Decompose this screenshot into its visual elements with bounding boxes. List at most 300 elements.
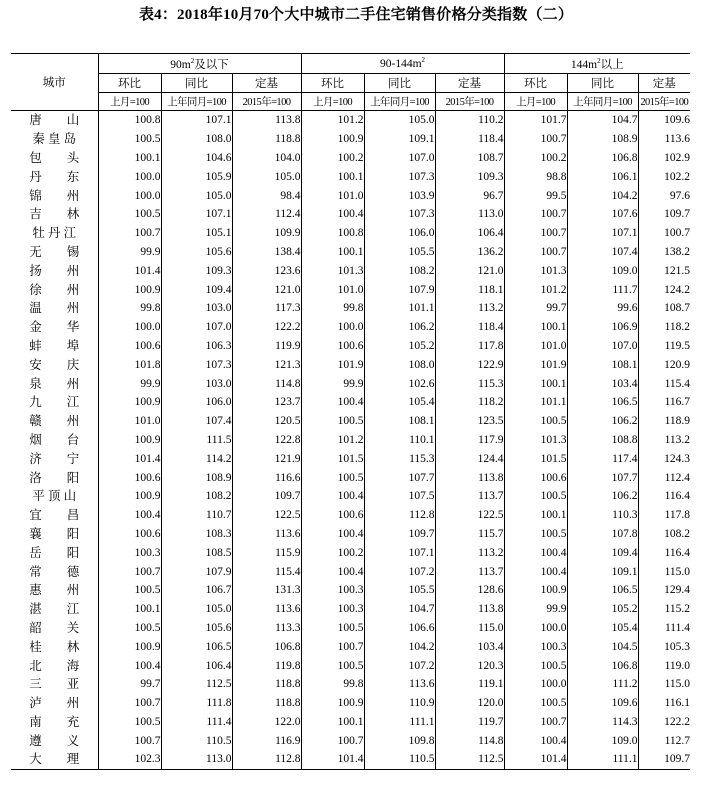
group-header-medium: $90-144m^2$ bbox=[301, 54, 504, 74]
value-cell: 112.4 bbox=[664, 471, 691, 484]
value-cell: 100.9 bbox=[301, 694, 364, 713]
value-cell: 110.9 bbox=[364, 694, 435, 713]
value-cell: 103.4 bbox=[567, 374, 638, 393]
city-cell: 唐 山 bbox=[11, 111, 98, 130]
value-cell: 98.8 bbox=[504, 167, 567, 186]
value-cell: 100.9 bbox=[98, 487, 161, 506]
value-cell: 104.7 bbox=[364, 600, 435, 619]
city-cell: 锦 州 bbox=[11, 186, 98, 205]
city-cell: 常 德 bbox=[11, 562, 98, 581]
value-cell: 107.0 bbox=[364, 149, 435, 168]
value-cell: 118.4 bbox=[435, 318, 504, 337]
city-cell: 北 海 bbox=[11, 656, 98, 675]
table-row bbox=[11, 130, 690, 149]
value-cell: 100.9 bbox=[98, 431, 161, 450]
value-cell: 105.5 bbox=[364, 243, 435, 262]
value-cell: 101.0 bbox=[301, 186, 364, 205]
value-cell: 107.6 bbox=[567, 205, 638, 224]
value-cell: 109.7 bbox=[232, 487, 301, 506]
value-cell: 103.9 bbox=[364, 186, 435, 205]
value-cell: 108.9 bbox=[161, 468, 232, 487]
sub-header-row bbox=[11, 74, 690, 93]
value-cell: 106.6 bbox=[364, 619, 435, 638]
city-cell: 包 头 bbox=[11, 149, 98, 168]
value-cell: 100.1 bbox=[504, 374, 567, 393]
value-cell: 105.1 bbox=[161, 224, 232, 243]
value-cell: 107.4 bbox=[567, 243, 638, 262]
value-cell: 106.4 bbox=[161, 656, 232, 675]
value-cell: 107.1 bbox=[567, 224, 638, 243]
value-cell: 113.6 bbox=[232, 600, 301, 619]
value-cell: 100.5 bbox=[98, 619, 161, 638]
value-cell: 105.6 bbox=[161, 243, 232, 262]
table-row bbox=[11, 449, 690, 468]
city-cell: 大 理 bbox=[11, 750, 98, 769]
value-cell: 101.9 bbox=[504, 355, 567, 374]
value-cell: 109.7 bbox=[364, 525, 435, 544]
value-cell: 113.7 bbox=[435, 487, 504, 506]
table-row bbox=[11, 581, 690, 600]
value-cell: 100.5 bbox=[301, 412, 364, 431]
value-cell: 105.3 bbox=[664, 640, 691, 653]
value-cell: 116.4 bbox=[664, 490, 691, 503]
price-index-table bbox=[11, 54, 690, 770]
value-cell: 119.0 bbox=[664, 659, 691, 672]
value-cell: 101.1 bbox=[364, 299, 435, 318]
value-cell: 116.4 bbox=[664, 546, 691, 559]
value-cell: 108.1 bbox=[364, 412, 435, 431]
value-cell: 100.1 bbox=[98, 600, 161, 619]
table-row bbox=[11, 374, 690, 393]
value-cell: 100.9 bbox=[98, 637, 161, 656]
value-cell: 100.3 bbox=[504, 637, 567, 656]
base-header-1-1: 上年同月=100 bbox=[364, 93, 435, 111]
value-cell: 113.6 bbox=[664, 133, 691, 146]
base-header-row bbox=[11, 93, 690, 111]
value-cell: 100.1 bbox=[301, 713, 364, 732]
base-header-0-0: 上月=100 bbox=[98, 93, 161, 111]
value-cell: 99.9 bbox=[504, 600, 567, 619]
value-cell: 121.0 bbox=[232, 280, 301, 299]
table-row bbox=[11, 355, 690, 374]
value-cell: 100.7 bbox=[98, 694, 161, 713]
value-cell: 100.8 bbox=[301, 224, 364, 243]
value-cell: 108.0 bbox=[364, 355, 435, 374]
value-cell: 107.1 bbox=[364, 543, 435, 562]
value-cell: 108.9 bbox=[567, 130, 638, 149]
value-cell: 100.7 bbox=[504, 713, 567, 732]
value-cell: 101.3 bbox=[504, 431, 567, 450]
value-cell: 117.8 bbox=[664, 509, 691, 522]
value-cell: 100.5 bbox=[504, 694, 567, 713]
value-cell: 121.3 bbox=[232, 355, 301, 374]
value-cell: 104.6 bbox=[161, 149, 232, 168]
value-cell: 101.7 bbox=[504, 111, 567, 130]
value-cell: 113.6 bbox=[364, 675, 435, 694]
value-cell: 109.8 bbox=[364, 731, 435, 750]
value-cell: 111.4 bbox=[664, 621, 691, 634]
table-row bbox=[11, 111, 690, 130]
sub-header-1-1: 同比 bbox=[364, 74, 435, 93]
city-cell: 惠 州 bbox=[11, 581, 98, 600]
value-cell: 120.5 bbox=[232, 412, 301, 431]
value-cell: 115.3 bbox=[364, 449, 435, 468]
value-cell: 105.9 bbox=[161, 167, 232, 186]
value-cell: 105.5 bbox=[364, 581, 435, 600]
table-row bbox=[11, 525, 690, 544]
table-row bbox=[11, 562, 690, 581]
value-cell: 108.7 bbox=[664, 302, 691, 315]
value-cell: 100.0 bbox=[98, 186, 161, 205]
table-row bbox=[11, 337, 690, 356]
city-cell: 桂 林 bbox=[11, 637, 98, 656]
value-cell: 105.2 bbox=[567, 600, 638, 619]
value-cell: 103.0 bbox=[161, 374, 232, 393]
city-column-header: 城市 bbox=[11, 54, 98, 111]
value-cell: 108.0 bbox=[161, 130, 232, 149]
value-cell: 108.5 bbox=[161, 543, 232, 562]
value-cell: 115.4 bbox=[232, 562, 301, 581]
value-cell: 101.4 bbox=[301, 750, 364, 769]
value-cell: 119.7 bbox=[435, 713, 504, 732]
value-cell: 100.5 bbox=[504, 525, 567, 544]
value-cell: 100.4 bbox=[98, 656, 161, 675]
city-cell: 秦 皇 岛 bbox=[11, 130, 98, 149]
city-cell: 烟 台 bbox=[11, 431, 98, 450]
page-title: 表4：2018年10月70个大中城市二手住宅销售价格分类指数（二） bbox=[138, 7, 574, 23]
value-cell: 104.2 bbox=[567, 186, 638, 205]
value-cell: 122.2 bbox=[232, 318, 301, 337]
table-row bbox=[11, 713, 690, 732]
value-cell: 101.1 bbox=[504, 393, 567, 412]
value-cell: 100.5 bbox=[301, 619, 364, 638]
value-cell: 107.3 bbox=[364, 167, 435, 186]
value-cell: 109.6 bbox=[567, 694, 638, 713]
value-cell: 111.8 bbox=[161, 694, 232, 713]
value-cell: 110.5 bbox=[161, 731, 232, 750]
table-row bbox=[11, 468, 690, 487]
value-cell: 138.4 bbox=[232, 243, 301, 262]
value-cell: 122.5 bbox=[232, 506, 301, 525]
city-cell: 韶 关 bbox=[11, 619, 98, 638]
value-cell: 109.4 bbox=[161, 280, 232, 299]
value-cell: 101.5 bbox=[504, 449, 567, 468]
value-cell: 124.3 bbox=[664, 452, 691, 465]
value-cell: 123.7 bbox=[232, 393, 301, 412]
value-cell: 100.4 bbox=[301, 525, 364, 544]
value-cell: 113.2 bbox=[435, 299, 504, 318]
sub-header-0-1: 同比 bbox=[161, 74, 232, 93]
value-cell: 100.4 bbox=[301, 562, 364, 581]
value-cell: 124.4 bbox=[435, 449, 504, 468]
value-cell: 111.1 bbox=[364, 713, 435, 732]
table-row bbox=[11, 637, 690, 656]
value-cell: 99.7 bbox=[98, 675, 161, 694]
value-cell: 100.4 bbox=[504, 562, 567, 581]
value-cell: 100.4 bbox=[301, 487, 364, 506]
value-cell: 114.8 bbox=[435, 731, 504, 750]
table-row bbox=[11, 543, 690, 562]
city-cell: 襄 阳 bbox=[11, 525, 98, 544]
value-cell: 100.4 bbox=[504, 731, 567, 750]
table-row bbox=[11, 506, 690, 525]
city-cell: 扬 州 bbox=[11, 261, 98, 280]
table-row bbox=[11, 149, 690, 168]
value-cell: 111.2 bbox=[567, 675, 638, 694]
value-cell: 103.4 bbox=[435, 637, 504, 656]
value-cell: 107.7 bbox=[567, 468, 638, 487]
base-header-2-1: 上年同月=100 bbox=[567, 93, 638, 111]
value-cell: 110.7 bbox=[161, 506, 232, 525]
value-cell: 106.9 bbox=[567, 318, 638, 337]
value-cell: 100.5 bbox=[98, 130, 161, 149]
value-cell: 100.2 bbox=[301, 543, 364, 562]
value-cell: 107.0 bbox=[161, 318, 232, 337]
value-cell: 115.3 bbox=[435, 374, 504, 393]
table-row bbox=[11, 731, 690, 750]
value-cell: 106.8 bbox=[567, 656, 638, 675]
sub-header-1-0: 环比 bbox=[301, 74, 364, 93]
value-cell: 119.9 bbox=[232, 337, 301, 356]
table-row bbox=[11, 675, 690, 694]
value-cell: 108.2 bbox=[664, 527, 691, 540]
value-cell: 96.7 bbox=[435, 186, 504, 205]
value-cell: 99.9 bbox=[301, 374, 364, 393]
city-cell: 丹 东 bbox=[11, 167, 98, 186]
city-cell: 温 州 bbox=[11, 299, 98, 318]
city-cell: 岳 阳 bbox=[11, 543, 98, 562]
value-cell: 107.3 bbox=[364, 205, 435, 224]
value-cell: 101.3 bbox=[504, 261, 567, 280]
value-cell: 100.3 bbox=[301, 581, 364, 600]
value-cell: 99.9 bbox=[98, 374, 161, 393]
value-cell: 100.5 bbox=[98, 581, 161, 600]
sub-header-2-2: 定基 bbox=[638, 74, 690, 93]
value-cell: 100.9 bbox=[98, 280, 161, 299]
value-cell: 100.6 bbox=[504, 468, 567, 487]
city-cell: 九 江 bbox=[11, 393, 98, 412]
value-cell: 106.5 bbox=[567, 581, 638, 600]
value-cell: 101.4 bbox=[98, 449, 161, 468]
table-row bbox=[11, 299, 690, 318]
value-cell: 117.8 bbox=[435, 337, 504, 356]
value-cell: 105.0 bbox=[161, 600, 232, 619]
value-cell: 99.8 bbox=[98, 299, 161, 318]
value-cell: 108.7 bbox=[435, 149, 504, 168]
value-cell: 120.3 bbox=[435, 656, 504, 675]
sub-header-0-2: 定基 bbox=[232, 74, 301, 93]
value-cell: 100.7 bbox=[301, 731, 364, 750]
value-cell: 100.9 bbox=[301, 130, 364, 149]
value-cell: 108.3 bbox=[161, 525, 232, 544]
value-cell: 107.1 bbox=[161, 205, 232, 224]
city-cell: 三 亚 bbox=[11, 675, 98, 694]
value-cell: 101.3 bbox=[301, 261, 364, 280]
value-cell: 122.0 bbox=[232, 713, 301, 732]
value-cell: 109.7 bbox=[664, 208, 691, 221]
value-cell: 100.9 bbox=[98, 393, 161, 412]
value-cell: 99.5 bbox=[504, 186, 567, 205]
value-cell: 118.8 bbox=[232, 130, 301, 149]
value-cell: 113.2 bbox=[435, 543, 504, 562]
value-cell: 119.8 bbox=[232, 656, 301, 675]
value-cell: 115.7 bbox=[435, 525, 504, 544]
value-cell: 123.5 bbox=[435, 412, 504, 431]
value-cell: 115.2 bbox=[664, 603, 691, 616]
value-cell: 108.2 bbox=[364, 261, 435, 280]
value-cell: 107.1 bbox=[161, 111, 232, 130]
value-cell: 115.4 bbox=[664, 377, 691, 390]
sub-header-1-2: 定基 bbox=[435, 74, 504, 93]
value-cell: 104.5 bbox=[567, 637, 638, 656]
value-cell: 112.7 bbox=[664, 734, 691, 747]
value-cell: 109.6 bbox=[664, 114, 691, 127]
value-cell: 100.1 bbox=[98, 149, 161, 168]
value-cell: 112.4 bbox=[232, 205, 301, 224]
value-cell: 112.8 bbox=[364, 506, 435, 525]
table-row bbox=[11, 167, 690, 186]
value-cell: 101.9 bbox=[301, 355, 364, 374]
value-cell: 107.9 bbox=[364, 280, 435, 299]
value-cell: 100.4 bbox=[301, 205, 364, 224]
value-cell: 113.7 bbox=[435, 562, 504, 581]
sub-header-0-0: 环比 bbox=[98, 74, 161, 93]
value-cell: 106.3 bbox=[161, 337, 232, 356]
value-cell: 101.2 bbox=[301, 431, 364, 450]
value-cell: 123.6 bbox=[232, 261, 301, 280]
value-cell: 112.8 bbox=[232, 750, 301, 769]
table-row bbox=[11, 224, 690, 243]
value-cell: 107.5 bbox=[364, 487, 435, 506]
city-cell: 宜 昌 bbox=[11, 506, 98, 525]
value-cell: 100.7 bbox=[504, 243, 567, 262]
table-row bbox=[11, 205, 690, 224]
value-cell: 124.2 bbox=[664, 283, 691, 296]
value-cell: 116.7 bbox=[664, 396, 691, 409]
value-cell: 117.4 bbox=[567, 449, 638, 468]
value-cell: 100.5 bbox=[504, 487, 567, 506]
value-cell: 114.3 bbox=[567, 713, 638, 732]
value-cell: 108.2 bbox=[161, 487, 232, 506]
city-cell: 蚌 埠 bbox=[11, 337, 98, 356]
value-cell: 106.0 bbox=[364, 224, 435, 243]
city-cell: 无 锡 bbox=[11, 243, 98, 262]
value-cell: 110.5 bbox=[364, 750, 435, 769]
value-cell: 109.7 bbox=[638, 750, 690, 769]
value-cell: 100.7 bbox=[301, 637, 364, 656]
value-cell: 111.4 bbox=[161, 713, 232, 732]
value-cell: 104.7 bbox=[567, 111, 638, 130]
table-row bbox=[11, 243, 690, 262]
table-row bbox=[11, 656, 690, 675]
value-cell: 101.0 bbox=[98, 412, 161, 431]
value-cell: 100.7 bbox=[504, 224, 567, 243]
value-cell: 106.8 bbox=[232, 637, 301, 656]
value-cell: 105.6 bbox=[161, 619, 232, 638]
value-cell: 100.7 bbox=[504, 205, 567, 224]
value-cell: 111.1 bbox=[567, 750, 638, 769]
value-cell: 106.7 bbox=[161, 581, 232, 600]
value-cell: 106.4 bbox=[435, 224, 504, 243]
value-cell: 100.2 bbox=[504, 149, 567, 168]
city-cell: 湛 江 bbox=[11, 600, 98, 619]
value-cell: 113.8 bbox=[435, 600, 504, 619]
group-header-small: $90m^2$及以下 bbox=[98, 54, 301, 74]
value-cell: 106.5 bbox=[567, 393, 638, 412]
value-cell: 116.9 bbox=[232, 731, 301, 750]
value-cell: 102.3 bbox=[98, 750, 161, 769]
value-cell: 116.6 bbox=[232, 468, 301, 487]
value-cell: 110.2 bbox=[435, 111, 504, 130]
value-cell: 100.6 bbox=[301, 506, 364, 525]
value-cell: 100.6 bbox=[98, 525, 161, 544]
sub-header-2-0: 环比 bbox=[504, 74, 567, 93]
value-cell: 99.9 bbox=[98, 243, 161, 262]
value-cell: 118.9 bbox=[664, 415, 691, 428]
value-cell: 118.8 bbox=[232, 675, 301, 694]
value-cell: 107.2 bbox=[364, 562, 435, 581]
table-row bbox=[11, 487, 690, 506]
value-cell: 121.5 bbox=[664, 264, 691, 277]
value-cell: 105.4 bbox=[364, 393, 435, 412]
value-cell: 112.5 bbox=[435, 750, 504, 769]
value-cell: 107.9 bbox=[161, 562, 232, 581]
value-cell: 100.5 bbox=[504, 412, 567, 431]
value-cell: 118.8 bbox=[232, 694, 301, 713]
value-cell: 100.1 bbox=[301, 243, 364, 262]
value-cell: 106.2 bbox=[364, 318, 435, 337]
city-cell: 金 华 bbox=[11, 318, 98, 337]
value-cell: 98.4 bbox=[232, 186, 301, 205]
value-cell: 109.1 bbox=[567, 562, 638, 581]
value-cell: 114.2 bbox=[161, 449, 232, 468]
value-cell: 100.5 bbox=[98, 713, 161, 732]
value-cell: 100.5 bbox=[301, 656, 364, 675]
value-cell: 116.1 bbox=[664, 697, 691, 710]
value-cell: 113.8 bbox=[232, 111, 301, 130]
value-cell: 100.3 bbox=[98, 543, 161, 562]
value-cell: 100.1 bbox=[301, 167, 364, 186]
city-cell: 徐 州 bbox=[11, 280, 98, 299]
sub-header-2-1: 同比 bbox=[567, 74, 638, 93]
value-cell: 105.2 bbox=[364, 337, 435, 356]
value-cell: 107.3 bbox=[161, 355, 232, 374]
value-cell: 97.6 bbox=[669, 189, 691, 202]
table-row bbox=[11, 280, 690, 299]
value-cell: 100.1 bbox=[504, 318, 567, 337]
value-cell: 107.8 bbox=[567, 525, 638, 544]
city-cell: 赣 州 bbox=[11, 412, 98, 431]
value-cell: 101.5 bbox=[301, 449, 364, 468]
value-cell: 129.4 bbox=[664, 584, 691, 597]
value-cell: 100.6 bbox=[98, 337, 161, 356]
value-cell: 104.2 bbox=[364, 637, 435, 656]
value-cell: 113.0 bbox=[435, 205, 504, 224]
value-cell: 102.2 bbox=[664, 170, 691, 183]
value-cell: 100.6 bbox=[301, 337, 364, 356]
value-cell: 110.1 bbox=[364, 431, 435, 450]
value-cell: 100.5 bbox=[98, 205, 161, 224]
value-cell: 107.4 bbox=[161, 412, 232, 431]
value-cell: 102.6 bbox=[364, 374, 435, 393]
value-cell: 115.9 bbox=[232, 543, 301, 562]
table-row bbox=[11, 393, 690, 412]
value-cell: 100.7 bbox=[98, 224, 161, 243]
base-header-2-0: 上月=100 bbox=[504, 93, 567, 111]
value-cell: 99.8 bbox=[301, 299, 364, 318]
value-cell: 101.4 bbox=[504, 750, 567, 769]
value-cell: 100.5 bbox=[504, 656, 567, 675]
